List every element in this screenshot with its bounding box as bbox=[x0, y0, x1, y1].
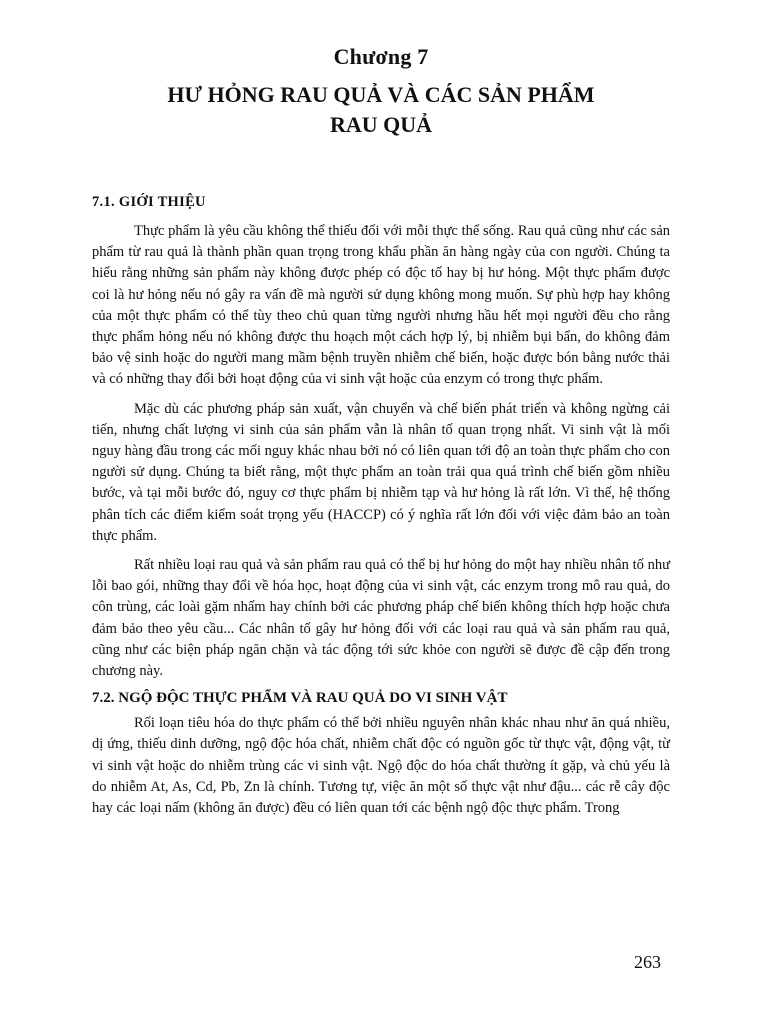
paragraph: Thực phẩm là yêu cầu không thể thiếu đối với mỗi thực thể sống. Rau quả cũng như các sản phẩm từ rau quả là thành phần quan trọng trong khẩu phần ăn hàng ngày của con người. Chúng ta hiểu rằng những sản phẩm này không được phép có độc tố hay bị hư hỏng. Một thực phẩm được coi là hư hỏng nếu nó gây ra vấn đề mà người sử dụng không mong muốn. Sự phù hợp hay không của một thực phẩm có thể tùy theo chủ quan từng người nhưng hầu hết mọi người đều cho rằng thực phẩm hỏng nếu nó không được thu hoạch một cách hợp lý, bị nhiễm bụi bẩn, do không đảm bảo vệ sinh hoặc do người mang mầm bệnh truyền nhiễm chế biến, hoặc được bón bằng nước thải và có những thay đổi bởi hoạt động của vi sinh vật hoặc của enzym có trong thực phẩm. bbox=[92, 223, 670, 388]
page-content bbox=[92, 44, 670, 827]
section-heading-food-poisoning: 7.2. NGỘ ĐỘC THỰC PHẨM VÀ RAU QUẢ DO VI SINH VẬT bbox=[92, 690, 508, 707]
paragraph: Rất nhiều loại rau quả và sản phẩm rau quả có thể bị hư hỏng do một hay nhiều nhân tố như lỗi bao gói, những thay đổi về hóa học, hoạt động của vi sinh vật, các enzym trong mô rau quả, do côn trùng, các loài gặm nhấm hay chính bởi các phương pháp chế biến không thích hợp hoặc chưa đảm bảo theo yêu cầu... Các nhân tố gây hư hỏng đối với các loại rau quả và sản phẩm rau quả, cũng như các biện pháp ngăn chặn và tác động tới sức khỏe con người sẽ được đề cập đến trong chương này. bbox=[92, 557, 670, 680]
chapter-title bbox=[92, 80, 670, 140]
paragraph: Mặc dù các phương pháp sản xuất, vận chuyển và chế biến phát triển và không ngừng cải tiến, nhưng chất lượng vi sinh của sản phẩm vẫn là nhân tố quan trọng nhất. Vi sinh vật là mối nguy hàng đầu trong các mối nguy khác nhau bởi nó có liên quan tới độ an toàn thực phẩm cho con người sử dụng. Chúng ta biết rằng, một thực phẩm an toàn trải qua quá trình chế biến gồm nhiều bước, và tại mỗi bước đó, nguy cơ thực phẩm bị nhiễm tạp và hư hỏng là rất lớn. Vì thế, hệ thống phân tích các điểm kiểm soát trọng yếu (HACCP) có ý nghĩa rất lớn đối với việc đảm bảo an toàn thực phẩm. bbox=[92, 400, 670, 544]
chapter-title-line-1: HƯ HỎNG RAU QUẢ VÀ CÁC SẢN PHẨM bbox=[167, 82, 595, 107]
chapter-label: Chương 7 bbox=[333, 44, 429, 69]
section-heading-intro: 7.1. GIỚI THIỆU bbox=[92, 194, 206, 210]
page-number: 263 bbox=[634, 952, 661, 972]
paragraph: Rối loạn tiêu hóa do thực phẩm có thể bởi nhiều nguyên nhân khác nhau như ăn quá nhiều, dị ứng, thiếu dinh dưỡng, ngộ độc hóa chất, nhiễm chất độc có nguồn gốc từ thực vật, động vật, từ vi sinh vật hoặc do nhiễm trùng các vi sinh vật. Ngộ độc do hóa chất thường ít gặp, và chủ yếu là do nhiễm At, As, Cd, Pb, Zn là chính. Tương tự, việc ăn một số thực vật như đậu... các rễ cây độc hay các loại nấm (không ăn được) đều có liên quan tới các bệnh ngộ độc thực phẩm. Trong bbox=[92, 715, 670, 817]
chapter-title-line-2: RAU QUẢ bbox=[329, 112, 433, 137]
